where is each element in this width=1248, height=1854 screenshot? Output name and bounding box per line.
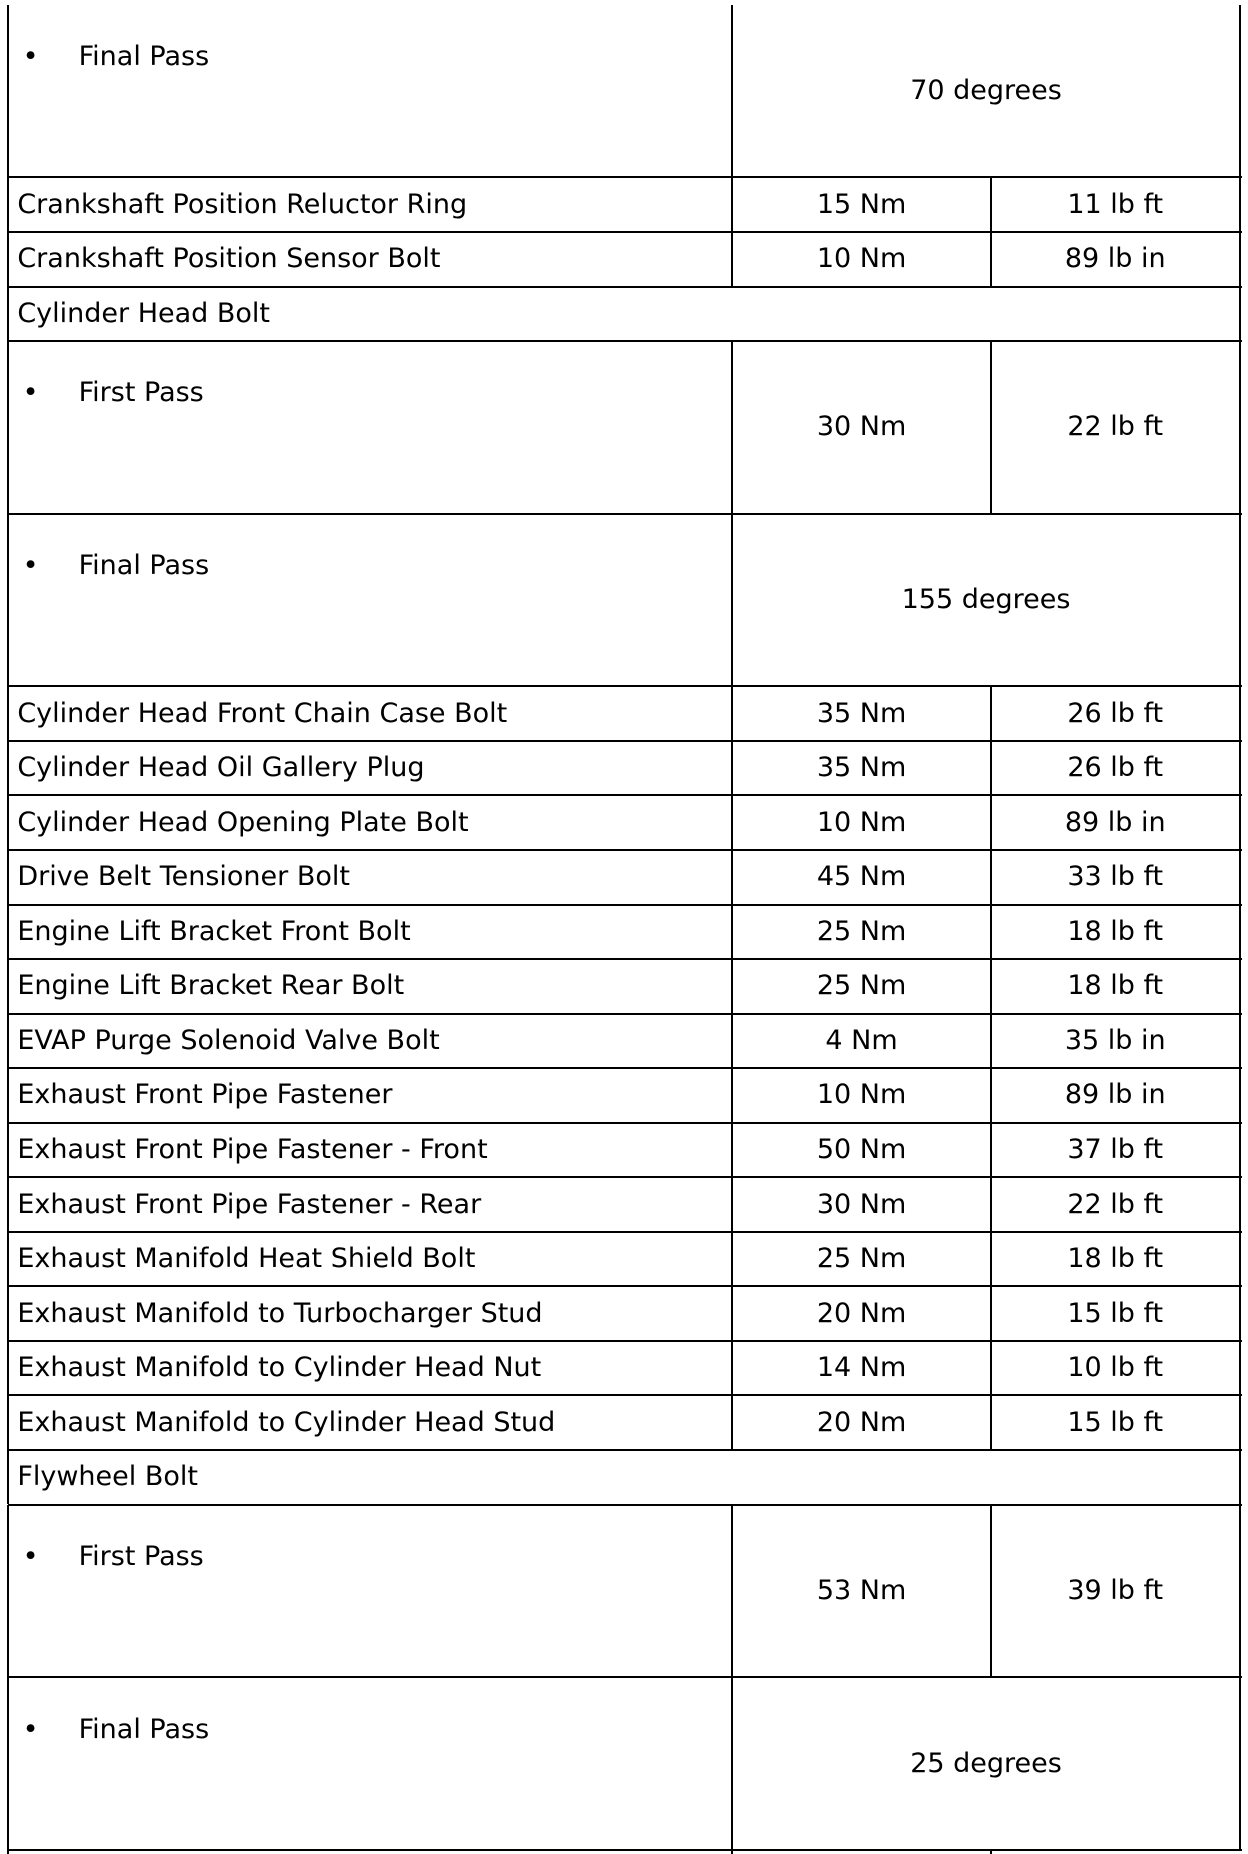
component-label: Engine Lift Bracket Rear Bolt (17, 970, 405, 1002)
row-divider (8, 1013, 1241, 1015)
metric-value: 15 Nm (816, 188, 907, 220)
column-divider (7, 686, 9, 741)
row-divider (8, 1122, 1241, 1124)
component-label: Exhaust Front Pipe Fastener - Front (17, 1133, 488, 1165)
component-label: EVAP Purge Solenoid Valve Bolt (17, 1024, 440, 1056)
row-divider (8, 1504, 1241, 1506)
imperial-value: 22 lb ft (1067, 411, 1164, 443)
imperial-value: 37 lb ft (1067, 1133, 1164, 1165)
angle-value: 70 degrees (910, 75, 1062, 107)
row-divider (8, 794, 1241, 796)
imperial-value: 18 lb ft (1067, 915, 1164, 947)
component-label: Engine Lift Bracket Front Bolt (17, 915, 411, 947)
component-label: Cylinder Head Opening Plate Bolt (17, 806, 469, 838)
column-divider (7, 1341, 9, 1396)
row-divider (8, 1340, 1241, 1342)
section-header: Cylinder Head Bolt (17, 297, 271, 329)
component-label: Cylinder Head Front Chain Case Bolt (17, 697, 508, 729)
column-divider (1239, 287, 1241, 342)
imperial-value: 18 lb ft (1067, 1243, 1164, 1275)
row-divider (8, 176, 1241, 178)
column-divider (1239, 1450, 1241, 1505)
column-divider (990, 1850, 992, 1854)
column-divider (7, 1677, 9, 1850)
column-divider (7, 514, 9, 687)
column-divider (7, 177, 9, 232)
angle-value: 155 degrees (901, 584, 1071, 616)
row-divider (8, 1067, 1241, 1069)
imperial-value: 10 lb ft (1067, 1352, 1164, 1384)
component-label: Exhaust Front Pipe Fastener - Rear (17, 1188, 482, 1220)
column-divider (7, 1123, 9, 1178)
column-divider (7, 5, 9, 178)
column-divider (7, 341, 9, 514)
column-divider (7, 1505, 9, 1678)
component-label: Exhaust Front Pipe Fastener (17, 1079, 393, 1111)
section-header: Flywheel Bolt (17, 1461, 198, 1493)
row-divider (8, 685, 1241, 687)
metric-value: 50 Nm (816, 1133, 907, 1165)
column-divider (7, 741, 9, 796)
pass-label: First Pass (78, 377, 204, 409)
imperial-value: 11 lb ft (1067, 188, 1164, 220)
row-divider (8, 740, 1241, 742)
pass-label: Final Pass (78, 41, 210, 73)
component-label: Exhaust Manifold to Turbocharger Stud (17, 1297, 543, 1329)
metric-value: 25 Nm (816, 915, 907, 947)
bullet-icon: • (22, 1713, 39, 1745)
column-divider (7, 287, 9, 342)
imperial-value: 89 lb in (1064, 243, 1166, 275)
metric-value: 20 Nm (816, 1297, 907, 1329)
bullet-icon: • (22, 550, 39, 582)
row-divider (8, 958, 1241, 960)
metric-value: 30 Nm (816, 1188, 907, 1220)
component-label: Exhaust Manifold Heat Shield Bolt (17, 1243, 476, 1275)
row-divider (8, 286, 1241, 288)
metric-value: 25 Nm (816, 1243, 907, 1275)
column-divider (7, 1850, 9, 1854)
pass-label: Final Pass (78, 1713, 210, 1745)
imperial-value: 26 lb ft (1067, 752, 1164, 784)
component-label: Exhaust Manifold to Cylinder Head Nut (17, 1352, 542, 1384)
column-divider (7, 959, 9, 1014)
row-divider (8, 1676, 1241, 1678)
imperial-value: 15 lb ft (1067, 1406, 1164, 1438)
row-divider (8, 340, 1241, 342)
column-divider (7, 1068, 9, 1123)
metric-value: 35 Nm (816, 697, 907, 729)
column-divider (7, 232, 9, 287)
metric-value: 30 Nm (816, 411, 907, 443)
row-divider (8, 1285, 1241, 1287)
column-divider (7, 1014, 9, 1069)
metric-value: 45 Nm (816, 861, 907, 893)
column-divider (731, 1850, 733, 1854)
row-divider (8, 231, 1241, 233)
row-divider (8, 904, 1241, 906)
pass-label: Final Pass (78, 550, 210, 582)
row-divider (8, 1176, 1241, 1178)
imperial-value: 89 lb in (1064, 806, 1166, 838)
metric-value: 25 Nm (816, 970, 907, 1002)
row-divider (8, 1849, 1241, 1851)
imperial-value: 39 lb ft (1067, 1574, 1164, 1606)
metric-value: 20 Nm (816, 1406, 907, 1438)
angle-value: 25 degrees (910, 1747, 1062, 1779)
row-divider (8, 849, 1241, 851)
column-divider (7, 1395, 9, 1450)
imperial-value: 18 lb ft (1067, 970, 1164, 1002)
component-label: Crankshaft Position Reluctor Ring (17, 188, 468, 220)
column-divider (7, 850, 9, 905)
component-label: Drive Belt Tensioner Bolt (17, 861, 350, 893)
imperial-value: 35 lb in (1064, 1024, 1166, 1056)
component-label: Cylinder Head Oil Gallery Plug (17, 752, 425, 784)
column-divider (7, 1177, 9, 1232)
metric-value: 35 Nm (816, 752, 907, 784)
row-divider (8, 1394, 1241, 1396)
column-divider (7, 1232, 9, 1287)
column-divider (7, 905, 9, 960)
imperial-value: 15 lb ft (1067, 1297, 1164, 1329)
row-divider (8, 513, 1241, 515)
metric-value: 10 Nm (816, 1079, 907, 1111)
imperial-value: 26 lb ft (1067, 697, 1164, 729)
metric-value: 14 Nm (816, 1352, 907, 1384)
component-label: Exhaust Manifold to Cylinder Head Stud (17, 1406, 556, 1438)
imperial-value: 89 lb in (1064, 1079, 1166, 1111)
metric-value: 53 Nm (816, 1574, 907, 1606)
imperial-value: 33 lb ft (1067, 861, 1164, 893)
component-label: Crankshaft Position Sensor Bolt (17, 243, 441, 275)
row-divider (8, 1449, 1241, 1451)
metric-value: 10 Nm (816, 243, 907, 275)
column-divider (7, 795, 9, 850)
bullet-icon: • (22, 1540, 39, 1572)
column-divider (7, 1450, 9, 1505)
imperial-value: 22 lb ft (1067, 1188, 1164, 1220)
metric-value: 4 Nm (825, 1024, 898, 1056)
pass-label: First Pass (78, 1540, 204, 1572)
bullet-icon: • (22, 377, 39, 409)
metric-value: 10 Nm (816, 806, 907, 838)
bullet-icon: • (22, 41, 39, 73)
column-divider (7, 1286, 9, 1341)
row-divider (8, 1231, 1241, 1233)
